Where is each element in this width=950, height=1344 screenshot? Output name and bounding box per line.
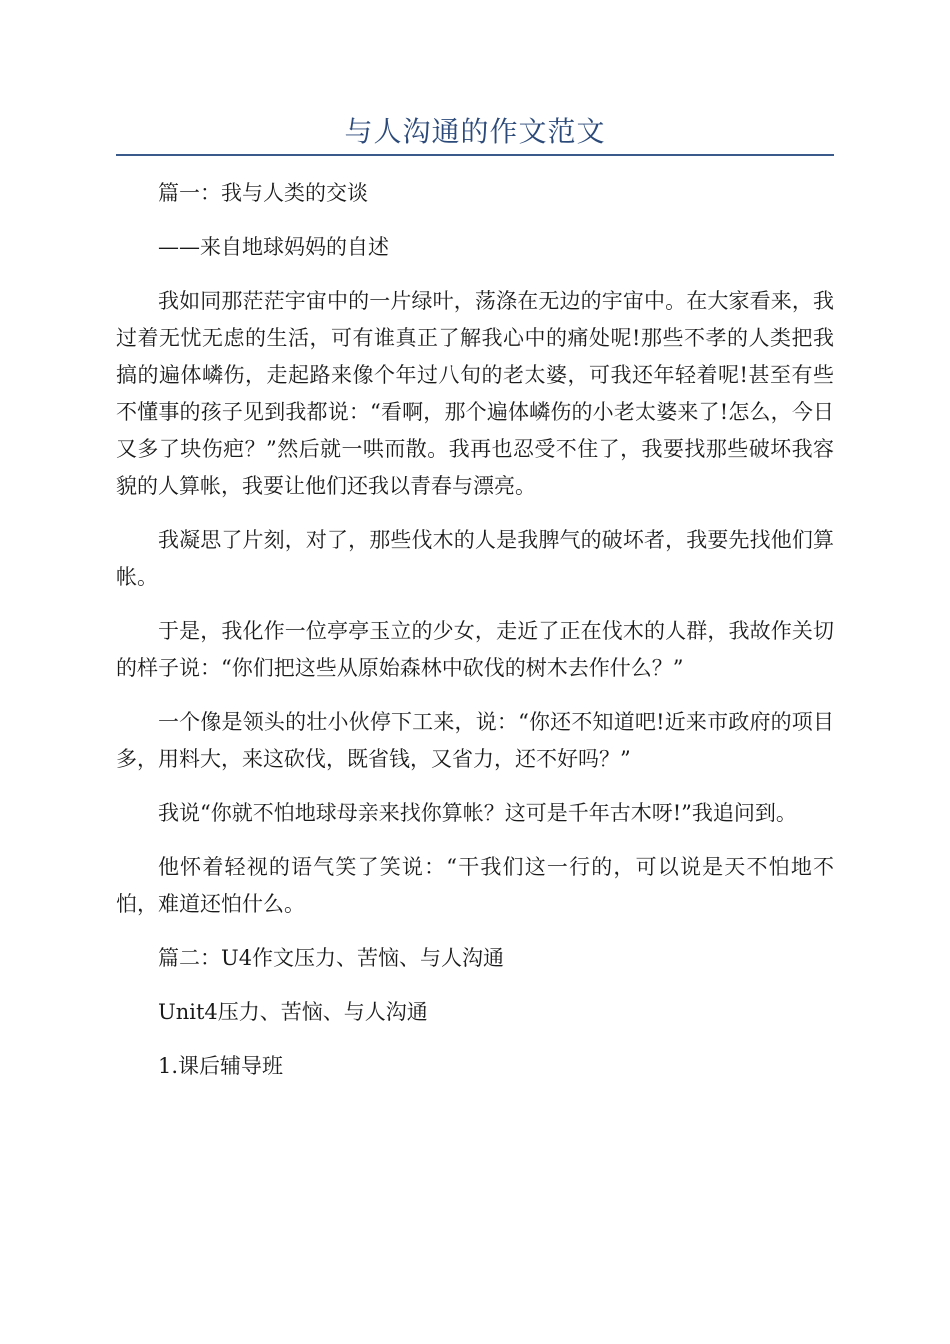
paragraph: 我凝思了片刻，对了，那些伐木的人是我脾气的破坏者，我要先找他们算帐。 [116,528,834,589]
title-underline [116,154,834,156]
document-body [116,175,834,1102]
section-subtitle-1: ——来自地球妈妈的自述 [158,235,389,259]
list-item: 1.课后辅导班 [158,1054,284,1078]
paragraph: 于是，我化作一位亭亭玉立的少女，走近了正在伐木的人群，我故作关切的样子说：“你们把这些从原始森林中砍伐的树木去作什么？” [116,619,834,680]
document-title: 与人沟通的作文范文 [344,115,606,148]
paragraph: 我说“你就不怕地球母亲来找你算帐？这可是千年古木呀!”我追问到。 [158,801,797,825]
section-heading-2: 篇二：U4作文压力、苦恼、与人沟通 [158,946,505,970]
paragraph: 我如同那茫茫宇宙中的一片绿叶，荡涤在无边的宇宙中。在大家看来，我过着无忧无虑的生活，可有谁真正了解我心中的痛处呢!那些不孝的人类把我搞的遍体嶙伤，走起路来像个年过八旬的老太婆，可我还年轻着呢!甚至有些不懂事的孩子见到我都说：“看啊，那个遍体嶙伤的小老太婆来了!怎么，今日又多了块伤疤？”然后就一哄而散。我再也忍受不住了，我要找那些破坏我容貌的人算帐，我要让他们还我以青春与漂亮。 [116,289,834,498]
section-heading-1: 篇一：我与人类的交谈 [158,181,368,205]
paragraph: 一个像是领头的壮小伙停下工来，说：“你还不知道吧!近来市政府的项目多，用料大，来这砍伐，既省钱，又省力，还不好吗？” [116,710,834,771]
unit-heading: Unit4压力、苦恼、与人沟通 [158,1000,428,1024]
paragraph: 他怀着轻视的语气笑了笑说：“干我们这一行的，可以说是天不怕地不怕，难道还怕什么。 [116,855,834,916]
